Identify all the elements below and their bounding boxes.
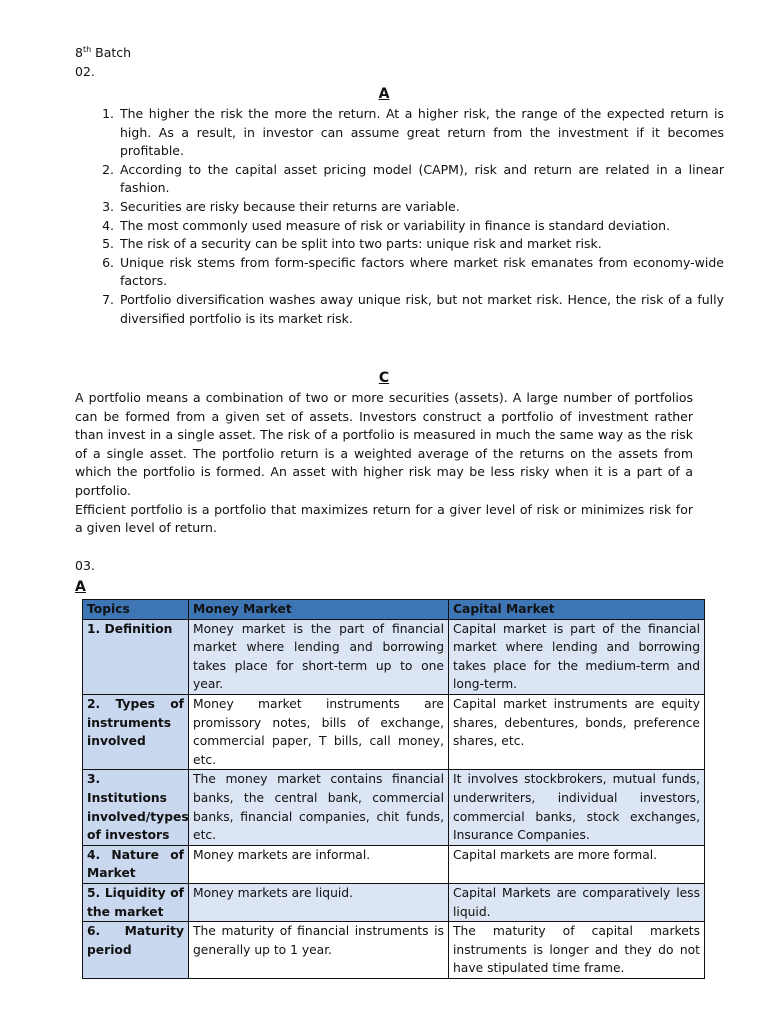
- table-row: [83, 922, 705, 979]
- batch-suffix: th: [82, 44, 92, 54]
- list-item: 1. The higher the risk the more the return. At a higher risk, the range of the expected return is high. As a result, in investor can assume great return from the investment if it becomes profitable.: [118, 105, 724, 161]
- batch-number: 8: [75, 45, 83, 60]
- row-topic: 1. Definition: [83, 619, 189, 694]
- money-market-cell: Money market is the part of financial market where lending and borrowing takes place for short-term up to one year.: [189, 619, 449, 694]
- section-c-body: [75, 389, 693, 538]
- row-topic: 2. Types of instruments involved: [83, 694, 189, 769]
- table-row: [83, 770, 705, 845]
- row-topic: 3. Institutions involved/types of investors: [83, 770, 189, 845]
- question-number-02: 02.: [75, 64, 95, 79]
- table-row: [83, 694, 705, 769]
- section-a-heading: A: [378, 86, 390, 102]
- capital-market-cell: The maturity of capital markets instruments is longer and they do not have stipulated time frame.: [449, 922, 705, 979]
- capital-market-cell: Capital market is part of the financial market where lending and borrowing takes place for the medium-term and long-term.: [449, 619, 705, 694]
- table-row: [83, 845, 705, 883]
- money-market-cell: The maturity of financial instruments is generally up to 1 year.: [189, 922, 449, 979]
- list-item: 4. The most commonly used measure of risk or variability in finance is standard deviation.: [118, 217, 724, 236]
- row-topic: 6. Maturity period: [83, 922, 189, 979]
- list-item: 2. According to the capital asset pricing model (CAPM), risk and return are related in a linear fashion.: [118, 161, 724, 198]
- money-market-cell: The money market contains financial banks, the central bank, commercial banks, financial companies, chit funds, etc.: [189, 770, 449, 845]
- table-row: [83, 883, 705, 921]
- row-topic: 4. Nature of Market: [83, 845, 189, 883]
- money-market-cell: Money market instruments are promissory notes, bills of exchange, commercial paper, T bills, call money, etc.: [189, 694, 449, 769]
- list-item: 5. The risk of a security can be split into two parts: unique risk and market risk.: [118, 235, 724, 254]
- row-topic: 5. Liquidity of the market: [83, 883, 189, 921]
- question-number-03: 03.: [75, 558, 95, 573]
- capital-market-cell: It involves stockbrokers, mutual funds, underwriters, individual investors, commercial banks, stock exchanges, Insurance Companies.: [449, 770, 705, 845]
- batch-word: Batch: [91, 45, 132, 60]
- section-c-heading: C: [378, 370, 390, 386]
- question3-heading: A: [75, 579, 86, 595]
- list-item: 3. Securities are risky because their returns are variable.: [118, 198, 724, 217]
- list-item: 7. Portfolio diversification washes away unique risk, but not market risk. Hence, the risk of a fully diversified portfolio is its market risk.: [118, 291, 724, 328]
- header-money-market: Money Market: [189, 600, 449, 620]
- portfolio-paragraph: A portfolio means a combination of two or more securities (assets). A large number of portfolios can be formed from a given set of assets. Investors construct a portfolio of investment rather than invest in a single asset. The risk of a portfolio is measured in much the same way as the risk of a single asset. The portfolio return is a weighted average of the returns on the assets from which the portfolio is formed. An asset with higher risk may be less risky when it is a part of a portfolio.: [75, 390, 693, 498]
- header-capital-market: Capital Market: [449, 600, 705, 620]
- efficient-portfolio-paragraph: Efficient portfolio is a portfolio that maximizes return for a giver level of risk or minimizes risk for a given level of return.: [75, 501, 693, 536]
- capital-market-cell: Capital market instruments are equity shares, debentures, bonds, preference shares, etc.: [449, 694, 705, 769]
- capital-market-cell: Capital Markets are comparatively less liquid.: [449, 883, 705, 921]
- batch-label: [75, 44, 131, 63]
- money-market-cell: Money markets are liquid.: [189, 883, 449, 921]
- section-a-list: [88, 105, 724, 328]
- list-item: 6. Unique risk stems from form-specific factors where market risk emanates from economy-wide factors.: [118, 254, 724, 291]
- money-market-cell: Money markets are informal.: [189, 845, 449, 883]
- capital-market-cell: Capital markets are more formal.: [449, 845, 705, 883]
- market-comparison-table: [82, 599, 705, 979]
- table-row: [83, 619, 705, 694]
- table-header-row: [83, 600, 705, 620]
- header-topics: Topics: [83, 600, 189, 620]
